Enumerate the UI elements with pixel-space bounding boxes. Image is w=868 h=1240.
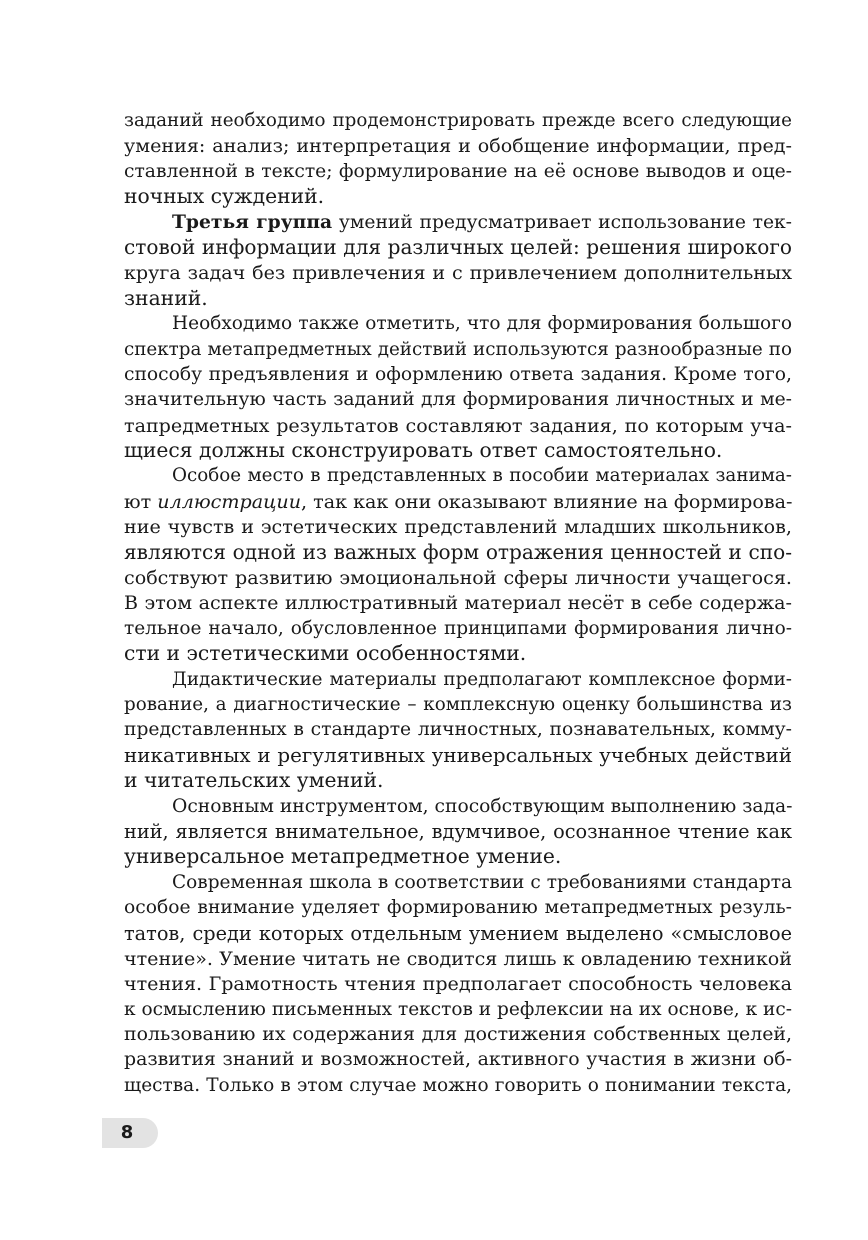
text-line: заданий необходимо продемонстрировать прежде всего следующие	[124, 110, 792, 131]
italic-term: иллюстрации	[157, 489, 302, 513]
text-line: развития знаний и возможностей, активного участия в жизни об-	[124, 1048, 792, 1071]
text-line: В этом аспекте иллюстративный материал несёт в себе содержа-	[124, 591, 792, 615]
text-line: являются одной из важных форм отражения ценностей и спо-	[124, 539, 792, 564]
text-line: круга задач без привлечения и с привлечением дополнительных	[124, 261, 792, 285]
text-line	[124, 210, 792, 235]
bold-lead-term: Третья группа	[172, 210, 333, 233]
text-line: Современная школа в соответствии с требованиями стандарта	[172, 871, 792, 893]
text-line: стовой информации для различных целей: решения широкого	[124, 234, 792, 259]
text-line: никативных и регулятивных универсальных учебных действий	[124, 743, 792, 767]
text-line: к осмыслению письменных текстов и рефлексии на их основе, к ис-	[124, 998, 792, 1020]
text-line: способу предъявления и оформлению ответа задания. Кроме того,	[124, 363, 792, 385]
text-line: рование, а диагностические – комплексную оценку большинства из	[124, 693, 792, 715]
text-line: чтения. Грамотность чтения предполагает способность человека	[124, 972, 792, 996]
text-line: представленных в стандарте личностных, познавательных, комму-	[124, 719, 792, 741]
text-line: собствуют развитию эмоциональной сферы личности учащегося.	[124, 566, 792, 590]
text-line: умения: анализ; интерпретация и обобщение информации, пред-	[124, 134, 792, 158]
text-line: и читательских умений.	[124, 768, 384, 793]
text-line: татов, среди которых отдельным умением выделено «смысловое	[124, 921, 792, 945]
text-line: щиеся должны сконструировать ответ самостоятельно.	[124, 438, 723, 463]
text-line: ние чувств и эстетических представлений младших школьников,	[124, 515, 792, 539]
text-line: знаний.	[124, 285, 208, 310]
page-number-badge	[102, 1118, 158, 1148]
text-line: ночных суждений.	[124, 184, 325, 209]
text-line: ставленной в тексте; формулирование на её основе выводов и оце-	[124, 160, 792, 182]
text-line: Необходимо также отметить, что для формирования большого	[172, 313, 792, 335]
text-line: ний, является внимательное, вдумчивое, осознанное чтение как	[124, 819, 792, 843]
text-line: чтение». Умение читать не сводится лишь к овладению техникой	[124, 946, 792, 970]
text-fragment: ют	[124, 489, 158, 513]
text-line	[124, 489, 792, 514]
text-line: Дидактические материалы предполагают комплексное форми-	[172, 668, 792, 690]
page-number: 8	[120, 1122, 134, 1143]
text-fragment: умений предусматривает использование тек-	[332, 211, 793, 233]
text-line: тельное начало, обусловленное принципами формирования лично-	[124, 617, 792, 639]
text-line: Особое место в представленных в пособии материалах занима-	[172, 465, 792, 487]
text-fragment: , так как они оказывают влияние на формирова-	[301, 489, 793, 513]
text-line: значительную часть заданий для формирования личностных и ме-	[124, 389, 792, 411]
text-line: тапредметных результатов составляют задания, по которым уча-	[124, 413, 792, 437]
page-text	[124, 108, 792, 1098]
text-line: особое внимание уделяет формированию метапредметных резуль-	[124, 897, 792, 919]
text-line: пользованию их содержания для достижения собственных целей,	[124, 1023, 792, 1046]
text-line: универсальное метапредметное умение.	[124, 844, 562, 869]
text-line: спектра метапредметных действий используются разнообразные по	[124, 338, 792, 360]
text-line: сти и эстетическими особенностями.	[124, 641, 527, 666]
text-line: Основным инструментом, способствующим выполнению зада-	[172, 795, 793, 817]
text-line: щества. Только в этом случае можно говорить о понимании текста,	[124, 1074, 792, 1096]
